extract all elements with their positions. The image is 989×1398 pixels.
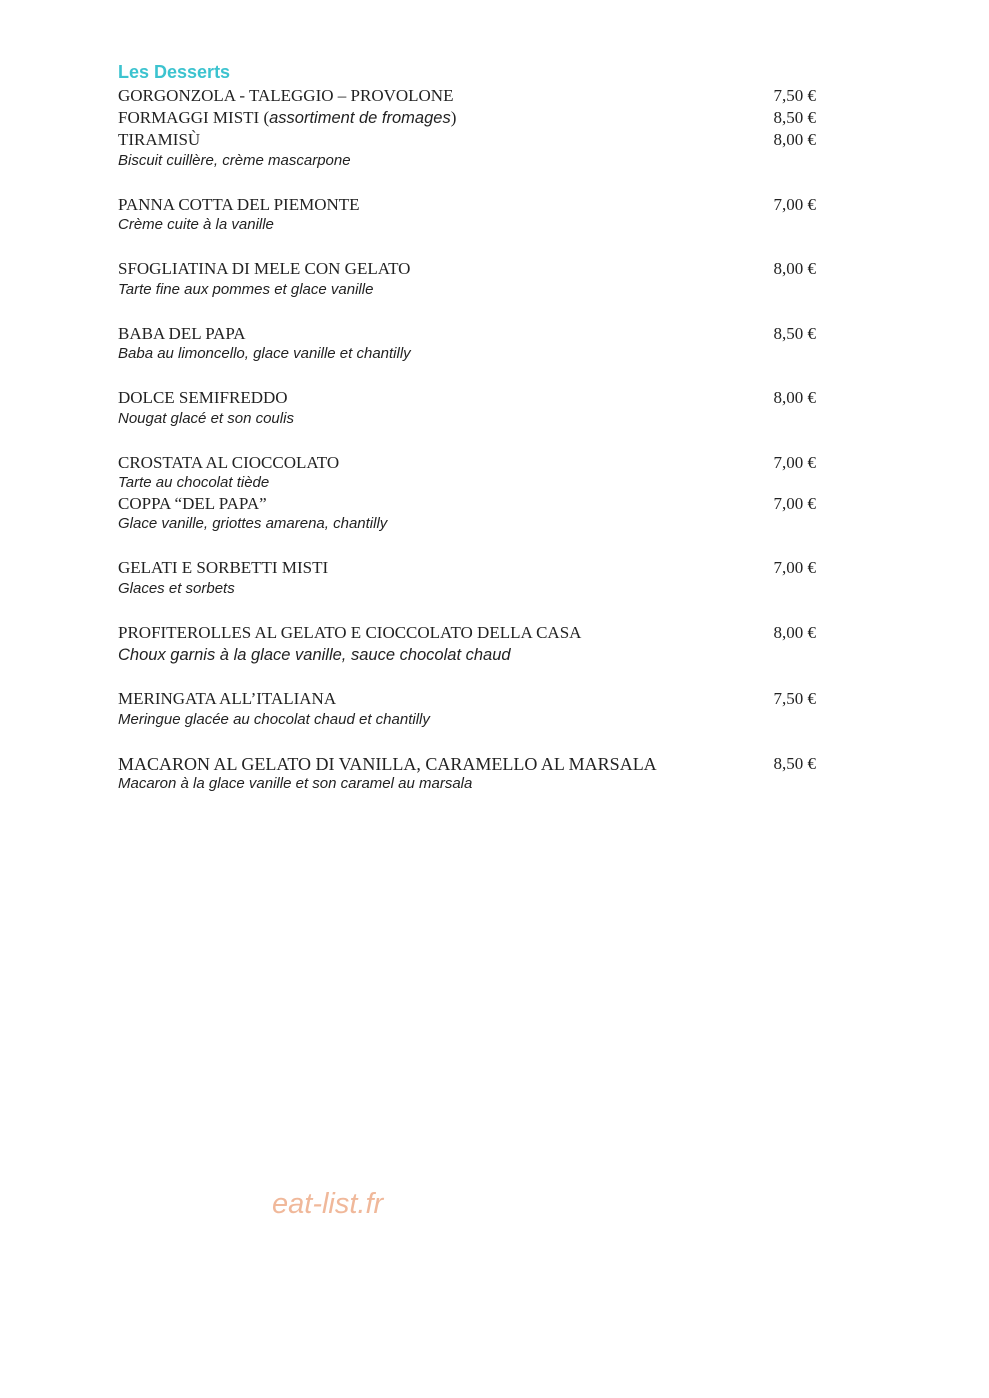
menu-item — [118, 622, 816, 644]
item-name: DOLCE SEMIFREDDO — [118, 388, 288, 407]
menu-item — [118, 557, 816, 579]
item-price: 7,00 € — [773, 558, 816, 577]
item-price: 8,00 € — [773, 623, 816, 642]
item-name: GORGONZOLA - TALEGGIO – PROVOLONE — [118, 86, 454, 105]
item-name: FORMAGGI MISTI (assortiment de fromages) — [118, 108, 457, 127]
menu-item — [118, 753, 816, 775]
item-name: MERINGATA ALL’ITALIANA — [118, 689, 337, 708]
item-price: 7,00 € — [773, 453, 816, 472]
item-name: TIRAMISÙ — [118, 130, 201, 149]
item-price: 7,50 € — [773, 86, 816, 105]
item-price: 8,00 € — [773, 130, 816, 149]
item-description: Tarte au chocolat tiède — [118, 474, 270, 491]
menu-item — [118, 129, 816, 151]
item-price: 8,50 € — [773, 108, 816, 127]
item-name: COPPA “DEL PAPA” — [118, 494, 267, 513]
item-price: 8,50 € — [773, 754, 816, 773]
watermark-text: eat-list.fr — [272, 1188, 384, 1220]
item-name: BABA DEL PAPA — [118, 324, 246, 343]
item-description: Choux garnis à la glace vanille, sauce chocolat chaud — [118, 646, 511, 664]
menu-item — [118, 258, 816, 280]
item-description: Macaron à la glace vanille et son caramel au marsala — [118, 775, 473, 792]
item-price: 7,00 € — [773, 494, 816, 513]
item-description: Biscuit cuillère, crème mascarpone — [118, 152, 351, 169]
item-price: 7,50 € — [773, 689, 816, 708]
item-description: Glaces et sorbets — [118, 580, 235, 597]
item-name-aside: assortiment de fromages — [269, 109, 451, 127]
menu-item — [118, 493, 816, 515]
item-name: CROSTATA AL CIOCCOLATO — [118, 453, 340, 472]
item-price: 8,00 € — [773, 388, 816, 407]
item-price: 7,00 € — [773, 195, 816, 214]
item-name: MACARON AL GELATO DI VANILLA, CARAMELLO AL MARSALA — [118, 754, 657, 774]
item-description: Glace vanille, griottes amarena, chantilly — [118, 515, 388, 532]
menu-item — [118, 688, 816, 710]
item-name: GELATI E SORBETTI MISTI — [118, 558, 329, 577]
menu-item — [118, 85, 816, 107]
item-description: Crème cuite à la vanille — [118, 216, 274, 233]
item-name: SFOGLIATINA DI MELE CON GELATO — [118, 259, 411, 278]
item-name: PROFITEROLLES AL GELATO E CIOCCOLATO DELLA CASA — [118, 623, 582, 642]
item-description: Baba au limoncello, glace vanille et chantilly — [118, 345, 411, 362]
menu-item — [118, 194, 816, 216]
section-title: Les Desserts — [118, 62, 231, 82]
item-name: PANNA COTTA DEL PIEMONTE — [118, 195, 360, 214]
menu-item — [118, 452, 816, 474]
menu-item — [118, 107, 816, 129]
item-price: 8,50 € — [773, 324, 816, 343]
item-description: Nougat glacé et son coulis — [118, 410, 294, 427]
item-description: Tarte fine aux pommes et glace vanille — [118, 281, 374, 298]
menu-item — [118, 323, 816, 345]
menu-item — [118, 387, 816, 409]
item-price: 8,00 € — [773, 259, 816, 278]
item-description: Meringue glacée au chocolat chaud et chantilly — [118, 711, 430, 728]
